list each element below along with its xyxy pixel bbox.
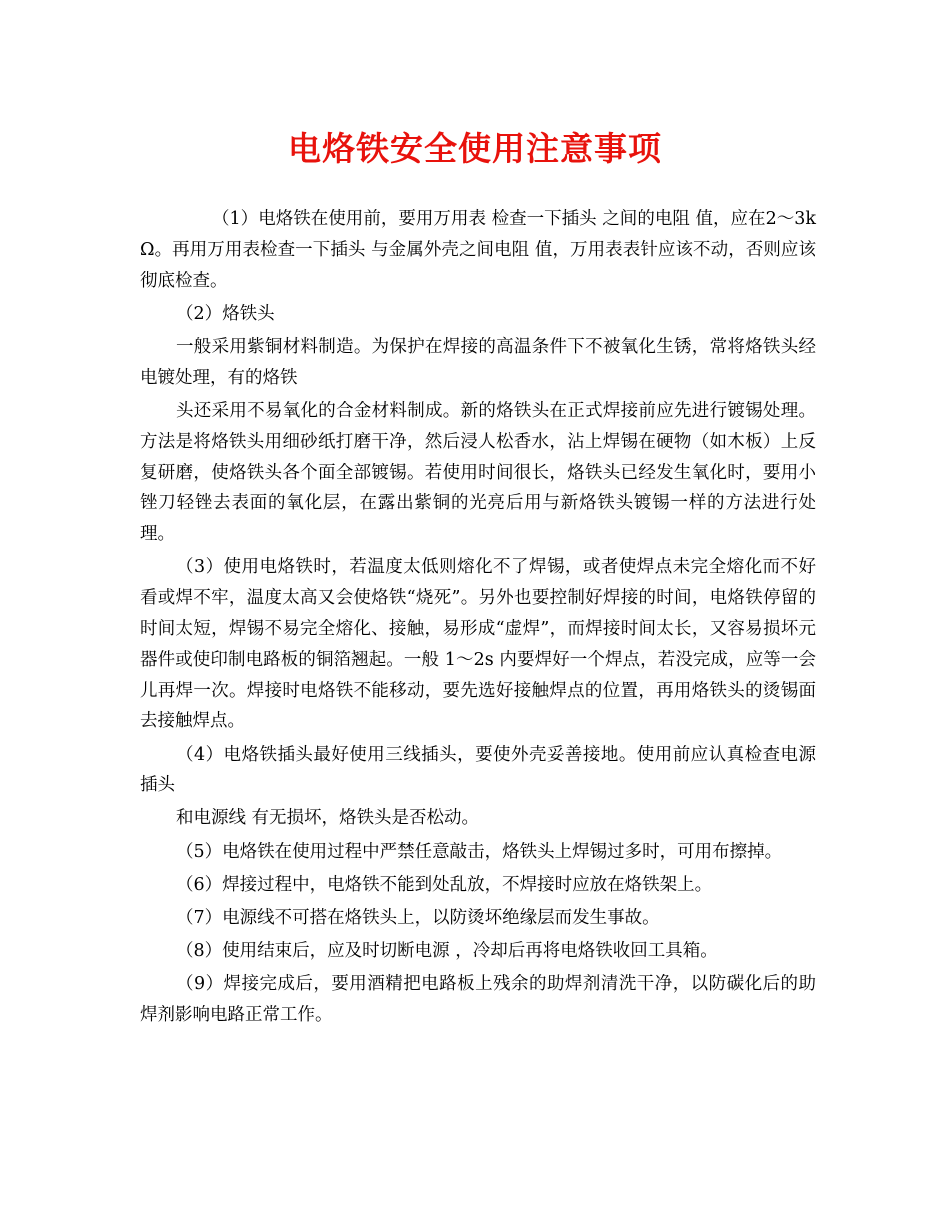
paragraph-4-continued: 和电源线 有无损坏，烙铁头是否松动。 <box>176 808 480 829</box>
paragraph-1: （1）电烙铁在使用前，要用万用表 检查一下插头 之间的电阻 值，应在2～3kΩ。再用万用表检查一下插头 与金属外壳之间电阻 值，万用表表针应该不动，否则应该彻底检查。 <box>140 209 816 291</box>
paragraph-2-heading: （2）烙铁头 <box>176 303 275 324</box>
paragraph-4: （4）电烙铁插头最好使用三线插头，要使外壳妥善接地。使用前应认真检查电源插头 <box>140 744 816 796</box>
paragraph-3: （3）使用电烙铁时，若温度太低则熔化不了焊锡，或者使焊点未完全熔化而不好看或焊不牢，温度太高又会使烙铁“烧死”。另外也要控制好焊接的时间，电烙铁停留的时间太短，焊锡不易完全熔化、接触，易形成“虚焊”，而焊接时间太长，又容易损坏元器件或使印制电路板的铜箔翘起。一般 1～2s 内要焊好一个焊点，若没完成，应等一会儿再焊一次。焊接时电烙铁不能移动，要先选好接触焊点的位置，再用烙铁头的烫锡面去接触焊点。 <box>140 557 816 732</box>
paragraph-2-body-a: 一般采用紫铜材料制造。为保护在焊接的高温条件下不被氧化生锈，常将烙铁头经电镀处理，有的烙铁 <box>140 336 816 388</box>
document-title: 电烙铁安全使用注意事项 <box>288 129 662 168</box>
document-body <box>140 204 816 1033</box>
paragraph-2-body-b: 头还采用不易氧化的合金材料制成。新的烙铁头在正式焊接前应先进行镀锡处理。方法是将烙铁头用细砂纸打磨干净，然后浸人松香水，沾上焊锡在硬物（如木板）上反复研磨，使烙铁头各个面全部镀锡。若使用时间很长，烙铁头已经发生氧化时，要用小锉刀轻锉去表面的氧化层，在露出紫铜的光亮后用与新烙铁头镀锡一样的方法进行处理。 <box>140 400 816 545</box>
paragraph-6: （6）焊接过程中，电烙铁不能到处乱放，不焊接时应放在烙铁架上。 <box>176 874 713 895</box>
paragraph-7: （7）电源线不可搭在烙铁头上，以防烫坏绝缘层而发生事故。 <box>176 908 660 929</box>
paragraph-9: （9）焊接完成后，要用酒精把电路板上残余的助焊剂清洗干净，以防碳化后的助焊剂影响电路正常工作。 <box>140 974 816 1026</box>
paragraph-8: （8）使用结束后，应及时切断电源 ，冷却后再将电烙铁收回工具箱。 <box>176 941 718 962</box>
paragraph-5: （5）电烙铁在使用过程中严禁任意敲击，烙铁头上焊锡过多时，可用布擦掉。 <box>176 841 783 862</box>
